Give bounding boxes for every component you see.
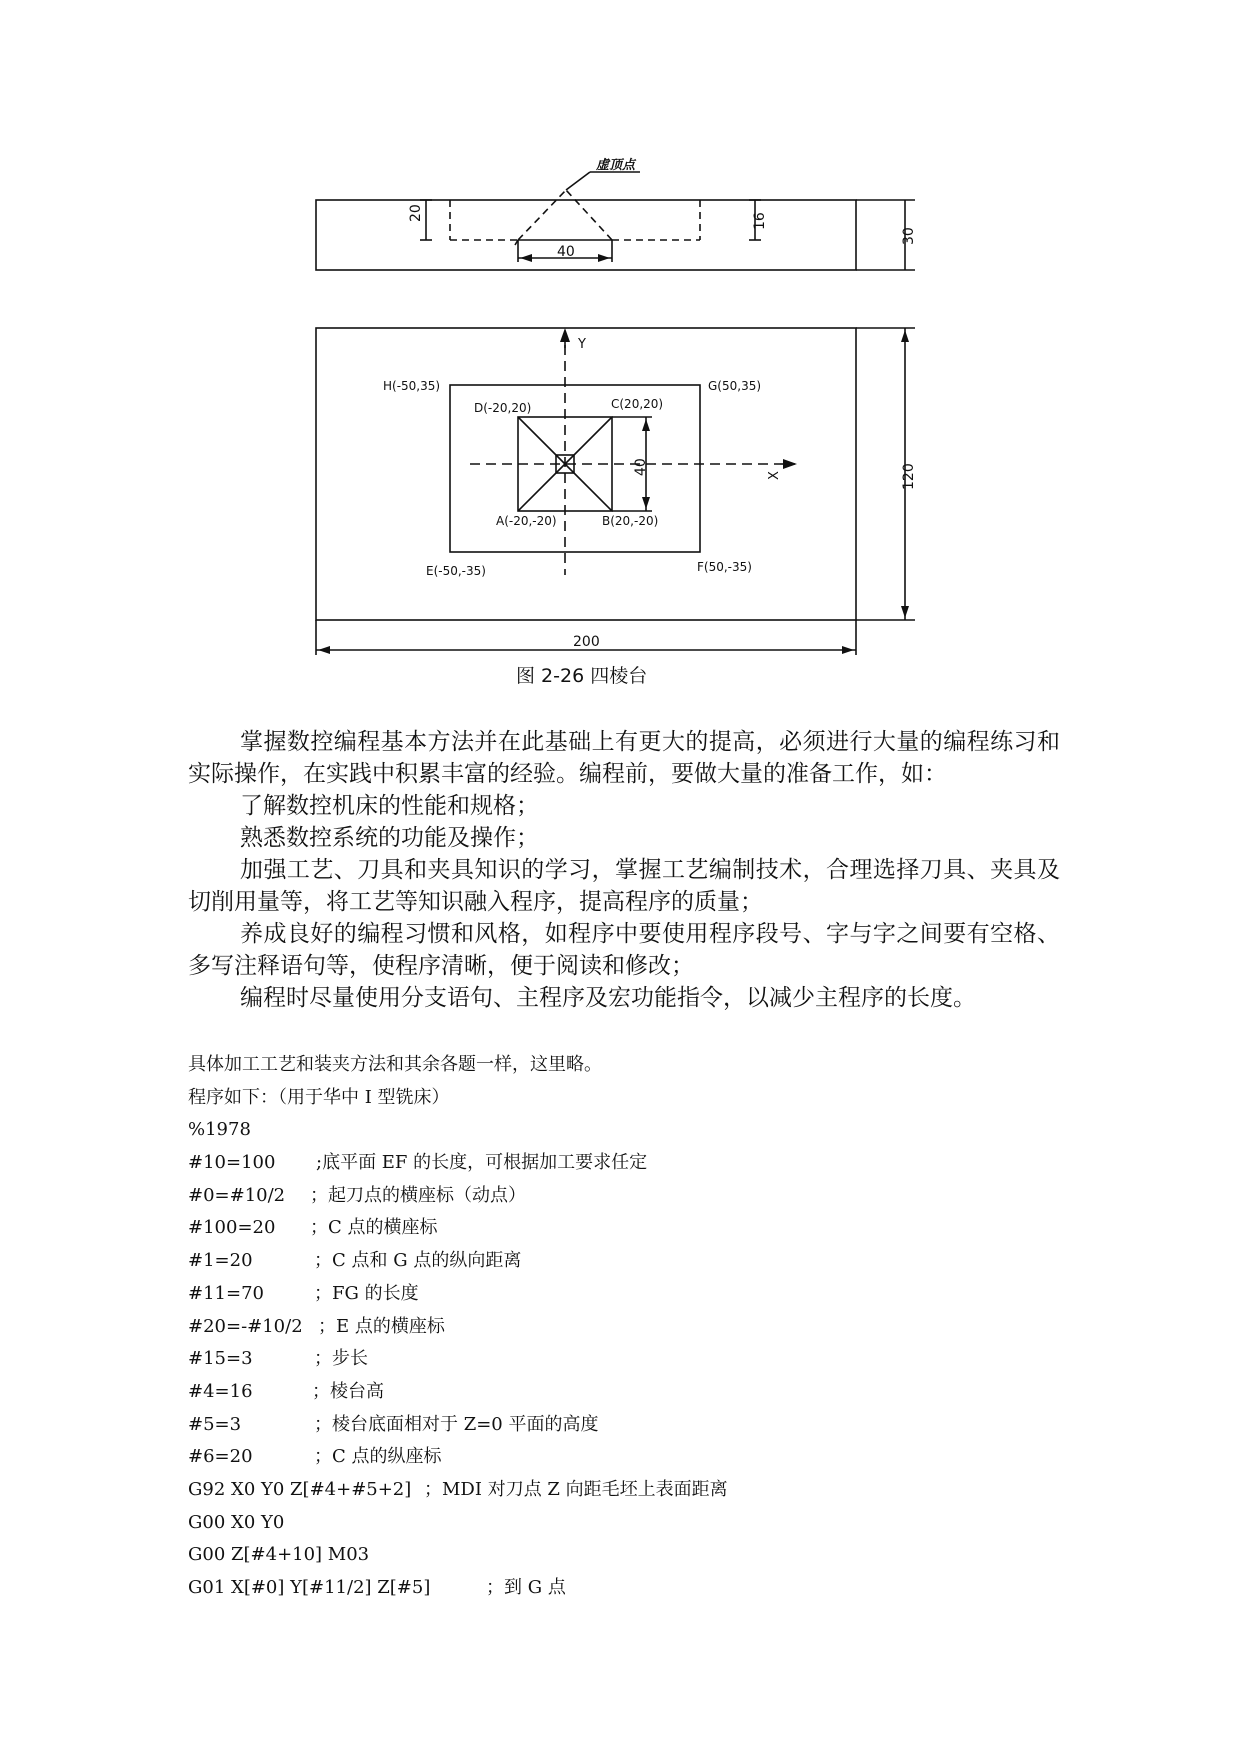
code-text: #5=3 (188, 1413, 242, 1435)
program-line (188, 1278, 1088, 1311)
point-label-e: E(-50,-35) (426, 564, 486, 578)
paragraph: 编程时尽量使用分支语句、主程序及宏功能指令，以减少主程序的长度。 (240, 985, 976, 1011)
side-view (316, 172, 915, 270)
program-line (188, 1539, 1088, 1572)
dim-label-40-plan: 40 (633, 458, 649, 476)
quadrangular-frustum-figure (0, 0, 1241, 700)
program-line (188, 1474, 1088, 1507)
program-line (188, 1180, 1088, 1213)
dim-label-30: 30 (901, 227, 917, 245)
code-comment: ;底平面 EF 的长度，可根据加工要求任定 (316, 1152, 648, 1174)
code-comment: ；FG 的长度 (314, 1282, 419, 1304)
program-line (188, 1507, 1088, 1540)
code-comment: ；起刀点的横座标（动点） (310, 1184, 526, 1206)
program-line (188, 1409, 1088, 1442)
program-line (188, 1114, 1088, 1147)
code-comment: ；步长 (314, 1348, 368, 1370)
code-comment: ；C 点的横座标 (310, 1217, 438, 1239)
code-text: G00 X0 Y0 (188, 1511, 285, 1533)
code-comment: ；到 G 点 (486, 1577, 566, 1598)
code-comment: ；棱台高 (312, 1380, 384, 1402)
paragraph: 熟悉数控系统的功能及操作； (240, 825, 539, 851)
code-text: 程序如下：（用于华中 I 型铣床） (188, 1086, 450, 1108)
code-text: #0=#10/2 (188, 1184, 286, 1206)
program-line (188, 1376, 1088, 1409)
code-text: #4=16 (188, 1380, 253, 1402)
side-view-outline (316, 200, 856, 270)
point-label-f: F(50,-35) (697, 560, 752, 574)
dim-label-16: 16 (752, 212, 768, 230)
program-line (188, 1311, 1088, 1344)
program-listing (188, 1049, 1088, 1605)
paragraph: 了解数控机床的性能和规格； (240, 793, 539, 819)
x-axis-label: X (767, 471, 782, 480)
code-comment: ；棱台底面相对于 Z=0 平面的高度 (314, 1413, 599, 1435)
code-text: #1=20 (188, 1250, 253, 1272)
point-label-g: G(50,35) (708, 379, 762, 393)
point-label-h: H(-50,35) (383, 379, 441, 393)
figure-caption: 图 2-26 四棱台 (516, 665, 648, 687)
point-label-b: B(20,-20) (602, 514, 659, 528)
plan-view (316, 328, 915, 655)
program-line (188, 1572, 1088, 1605)
code-text: #100=20 (188, 1217, 276, 1239)
apex-leader (566, 172, 590, 190)
program-line (188, 1441, 1088, 1474)
paragraph: 加强工艺、刀具和夹具知识的学习，掌握工艺编制技术，合理选择刀具、夹具及切削用量等，将工艺等知识融入程序，提高程序的质量； (188, 857, 1060, 915)
code-text: #11=70 (188, 1282, 264, 1304)
code-text: %1978 (188, 1119, 251, 1141)
body-text (188, 726, 1060, 1014)
y-axis-label: Y (578, 337, 586, 352)
code-comment: ；E 点的横座标 (318, 1315, 445, 1337)
code-text: 具体加工工艺和装夹方法和其余各题一样，这里略。 (188, 1054, 602, 1075)
point-label-d: D(-20,20) (474, 401, 532, 415)
program-line (188, 1049, 1088, 1082)
code-comment: ；C 点的纵座标 (314, 1446, 442, 1468)
y-axis-arrow (560, 328, 570, 342)
dim-label-200: 200 (573, 634, 600, 650)
point-label-a: A(-20,-20) (496, 514, 557, 528)
paragraph: 掌握数控编程基本方法并在此基础上有更大的提高，必须进行大量的编程练习和实际操作，在实践中积累丰富的经验。编程前，要做大量的准备工作，如： (188, 729, 1060, 787)
code-comment: ；C 点和 G 点的纵向距离 (314, 1250, 522, 1272)
point-label-c: C(20,20) (611, 397, 664, 411)
paragraph: 养成良好的编程习惯和风格，如程序中要使用程序段号、字与字之间要有空格、多写注释语句等，使程序清晰，便于阅读和修改； (188, 921, 1060, 979)
x-axis-arrow (783, 459, 797, 469)
code-comment: ；MDI 对刀点 Z 向距毛坯上表面距离 (424, 1478, 728, 1500)
program-line (188, 1245, 1088, 1278)
code-text: G01 X[#0] Y[#11/2] Z[#5] (188, 1577, 431, 1598)
program-line (188, 1082, 1088, 1115)
dim-label-20: 20 (408, 204, 424, 222)
program-line (188, 1343, 1088, 1376)
code-text: #15=3 (188, 1348, 253, 1370)
program-line (188, 1212, 1088, 1245)
apex-label: 虚顶点 (596, 158, 636, 173)
code-text: G92 X0 Y0 Z[#4+#5+2] (188, 1478, 412, 1500)
code-text: #6=20 (188, 1446, 253, 1468)
program-line (188, 1147, 1088, 1180)
code-text: #20=-#10/2 (188, 1315, 303, 1337)
dim-label-40-top: 40 (557, 244, 575, 260)
dim-label-120: 120 (901, 463, 917, 490)
code-text: #10=100 (188, 1152, 276, 1174)
hidden-lines (450, 190, 700, 240)
code-text: G00 Z[#4+10] M03 (188, 1544, 370, 1566)
